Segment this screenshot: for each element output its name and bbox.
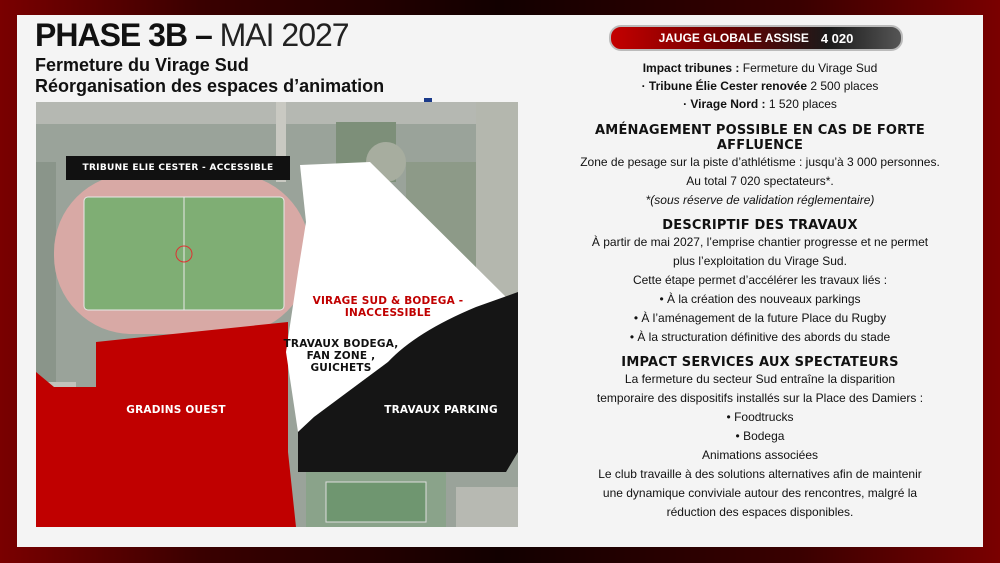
gauge-value: 4 020: [820, 30, 854, 46]
virage-sud-line-1: VIRAGE SUD & BODEGA -: [312, 295, 464, 307]
travaux-bullet: • À la structuration définitive des abords du stade: [629, 330, 891, 344]
impact-elie-cester-value: 2 500 places: [807, 79, 879, 93]
travaux-bullet: • À l’aménagement de la future Place du Rugby: [633, 311, 887, 325]
amenagement-note: *(sous réserve de validation réglementaire): [645, 193, 875, 207]
services-line-6: réduction des espaces disponibles.: [666, 505, 854, 519]
page-title: [35, 17, 349, 54]
services-bullet-bodega: • Bodega: [735, 429, 785, 443]
marker-icon: [424, 98, 432, 102]
title-phase: PHASE 3B –: [35, 17, 212, 53]
impact-virage-nord-value: 1 520 places: [765, 97, 837, 111]
travaux-bodega-label: [276, 338, 406, 374]
amenagement-line-1: Zone de pesage sur la piste d’athlétisme : jusqu’à 3 000 personnes.: [580, 155, 940, 169]
gradins-ouest-label: GRADINS OUEST: [126, 404, 226, 416]
impact-value: Fermeture du Virage Sud: [739, 61, 878, 75]
info-column: [570, 59, 950, 522]
travaux-line-1: À partir de mai 2027, l’emprise chantier progresse et ne permet: [591, 235, 929, 249]
subtitle-line-1: Fermeture du Virage Sud: [35, 55, 249, 75]
travaux-parking-label: TRAVAUX PARKING: [384, 404, 498, 416]
gauge-label: JAUGE GLOBALE ASSISE: [658, 31, 809, 45]
title-date: MAI 2027: [211, 17, 349, 53]
slide-card: [17, 15, 983, 547]
services-line-1: La fermeture du secteur Sud entraîne la disparition: [624, 372, 896, 386]
page-subtitle: [35, 55, 384, 97]
subtitle-line-2: Réorganisation des espaces d’animation: [35, 76, 385, 96]
bodega-line-1: TRAVAUX BODEGA,: [283, 338, 399, 350]
impact-label: Impact tribunes :: [642, 61, 740, 75]
travaux-line-3: Cette étape permet d’accélérer les travaux liés :: [632, 273, 888, 287]
capacity-gauge-badge: [609, 25, 903, 51]
services-line-3: Animations associées: [701, 448, 819, 462]
services-line-2: temporaire des dispositifs installés sur la Place des Damiers :: [596, 391, 924, 405]
travaux-title: DESCRIPTIF DES TRAVAUX: [662, 218, 858, 233]
services-bullet-foodtrucks: • Foodtrucks: [726, 410, 794, 424]
services-line-4: Le club travaille à des solutions alternatives afin de maintenir: [598, 467, 922, 481]
bodega-line-3: GUICHETS: [310, 362, 372, 374]
travaux-bullet: • À la création des nouveaux parkings: [659, 292, 861, 306]
services-line-5: une dynamique conviviale autour des rencontres, malgré la: [602, 486, 918, 500]
virage-sud-line-2: INACCESSIBLE: [344, 307, 432, 319]
travaux-line-2: plus l’exploitation du Virage Sud.: [673, 254, 847, 268]
services-title: IMPACT SERVICES AUX SPECTATEURS: [621, 355, 899, 370]
tribune-elie-cester-banner: TRIBUNE ELIE CESTER - ACCESSIBLE: [66, 156, 290, 180]
amenagement-title: AMÉNAGEMENT POSSIBLE EN CAS DE FORTE AFFLUENCE: [595, 123, 925, 153]
bodega-line-2: FAN ZONE ,: [306, 350, 376, 362]
impact-elie-cester-label: · Tribune Élie Cester renovée: [641, 79, 807, 93]
amenagement-line-2: Au total 7 020 spectateurs*.: [686, 174, 834, 188]
impact-tribunes: [570, 59, 950, 113]
stadium-map: [36, 102, 518, 527]
impact-virage-nord-label: · Virage Nord :: [683, 97, 766, 111]
virage-sud-label: [298, 295, 478, 319]
